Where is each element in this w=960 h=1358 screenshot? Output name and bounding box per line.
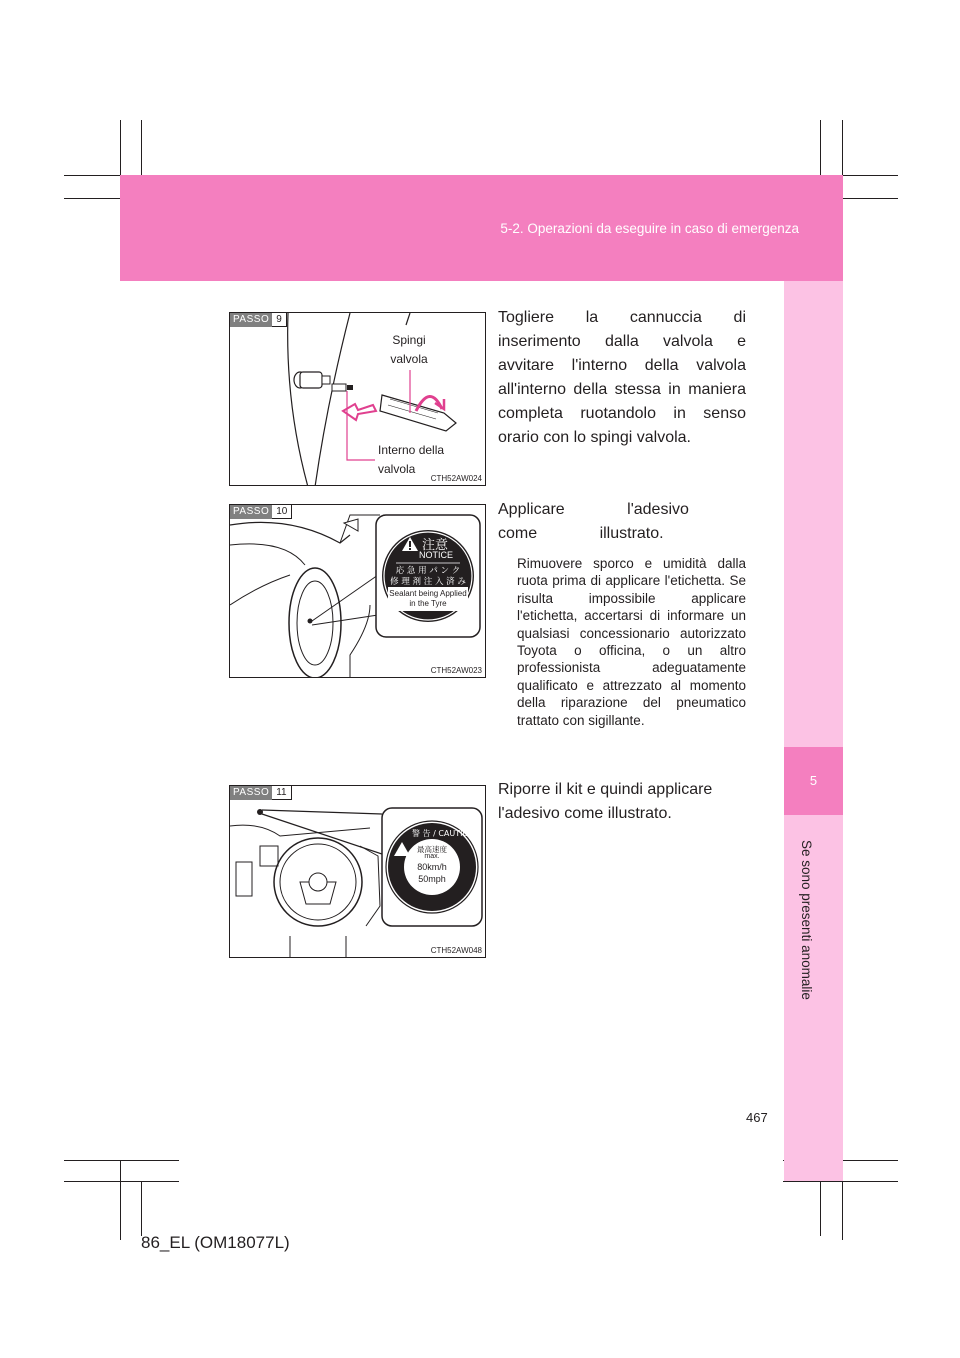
sticker-jp-title: 注意 bbox=[422, 538, 449, 553]
sticker-caution: 警 告 / CAUTION bbox=[412, 829, 475, 838]
figure-step-9 bbox=[229, 312, 486, 486]
figure-code: CTH52AW048 bbox=[430, 946, 482, 955]
crop-mark bbox=[120, 1160, 121, 1240]
step-number: 9 bbox=[272, 313, 287, 327]
footer-code: 86_EL (OM18077L) bbox=[141, 1233, 290, 1252]
chapter-tab[interactable] bbox=[784, 747, 843, 815]
crop-mark bbox=[64, 1160, 179, 1161]
chapter-label: Se sono presenti anomalie bbox=[799, 840, 814, 1000]
sticker-kmh: 80km/h bbox=[417, 862, 447, 872]
label-valve-core: Interno della valvola bbox=[378, 443, 445, 476]
crop-mark bbox=[820, 120, 821, 175]
crop-mark bbox=[783, 1181, 898, 1182]
sticker-en-line1: Sealant being Applied bbox=[389, 589, 467, 598]
step-10-note: Rimuovere sporco e umidità dalla ruota prima di applicare l'etichetta. Se risulta impossibile applicare l'etichetta, accertarsi di informare un qualsiasi concessionario autorizzato Toyota o officina, o un altro professionista adeguatamente qualificato e attrezzato al momento della riparazione del pneumatico trattato con sigillante. bbox=[517, 556, 746, 728]
figure-step-10 bbox=[229, 504, 486, 678]
dashboard-illustration bbox=[230, 786, 486, 958]
step-number: 11 bbox=[272, 786, 291, 800]
sticker-jp-speed: 最高速度 bbox=[417, 845, 447, 854]
step-badge bbox=[230, 313, 287, 327]
crop-mark bbox=[141, 120, 142, 175]
step-badge bbox=[230, 505, 292, 519]
crop-mark bbox=[820, 1181, 821, 1236]
side-tab bbox=[784, 281, 843, 1181]
section-title: 5-2. Operazioni da eseguire in caso di emergenza bbox=[500, 221, 799, 236]
step-number: 10 bbox=[272, 505, 292, 519]
sticker-jp-line1: 応 急 用 パ ン ク bbox=[395, 566, 461, 576]
header-band bbox=[120, 175, 843, 281]
step-badge-label: PASSO bbox=[230, 313, 272, 327]
figure-step-11 bbox=[229, 785, 486, 958]
sticker-jp-line2: 修 理 剤 注 入 済 み bbox=[390, 577, 466, 587]
step-9-text: Togliere la cannuccia di inserimento dalla valvola e avvitare l'interno della valvola all'interno della stessa in maniera completa ruotandolo in senso orario con lo spingi valvola. bbox=[498, 309, 746, 446]
step-11-text: Riporre il kit e quindi applicare l'adesivo come illustrato. bbox=[498, 781, 713, 822]
sticker-mph: 50mph bbox=[418, 874, 446, 884]
crop-mark bbox=[141, 1181, 142, 1236]
sticker-notice: NOTICE bbox=[419, 550, 454, 560]
page-number: 467 bbox=[746, 1110, 768, 1125]
step-10-text: Applicare l'adesivo come illustrato. bbox=[498, 501, 689, 542]
figure-code: CTH52AW024 bbox=[430, 474, 482, 483]
valve-illustration bbox=[230, 313, 486, 486]
chapter-number: 5 bbox=[809, 773, 818, 788]
step-badge-label: PASSO bbox=[230, 786, 272, 800]
step-badge bbox=[230, 786, 292, 800]
crop-mark bbox=[64, 1181, 179, 1182]
sticker-max: max. bbox=[424, 853, 440, 860]
step-badge-label: PASSO bbox=[230, 505, 272, 519]
sticker-en-line2: in the Tyre bbox=[409, 599, 447, 608]
figure-code: CTH52AW023 bbox=[430, 666, 482, 675]
label-push-valve: Spingi valvola bbox=[390, 333, 428, 366]
